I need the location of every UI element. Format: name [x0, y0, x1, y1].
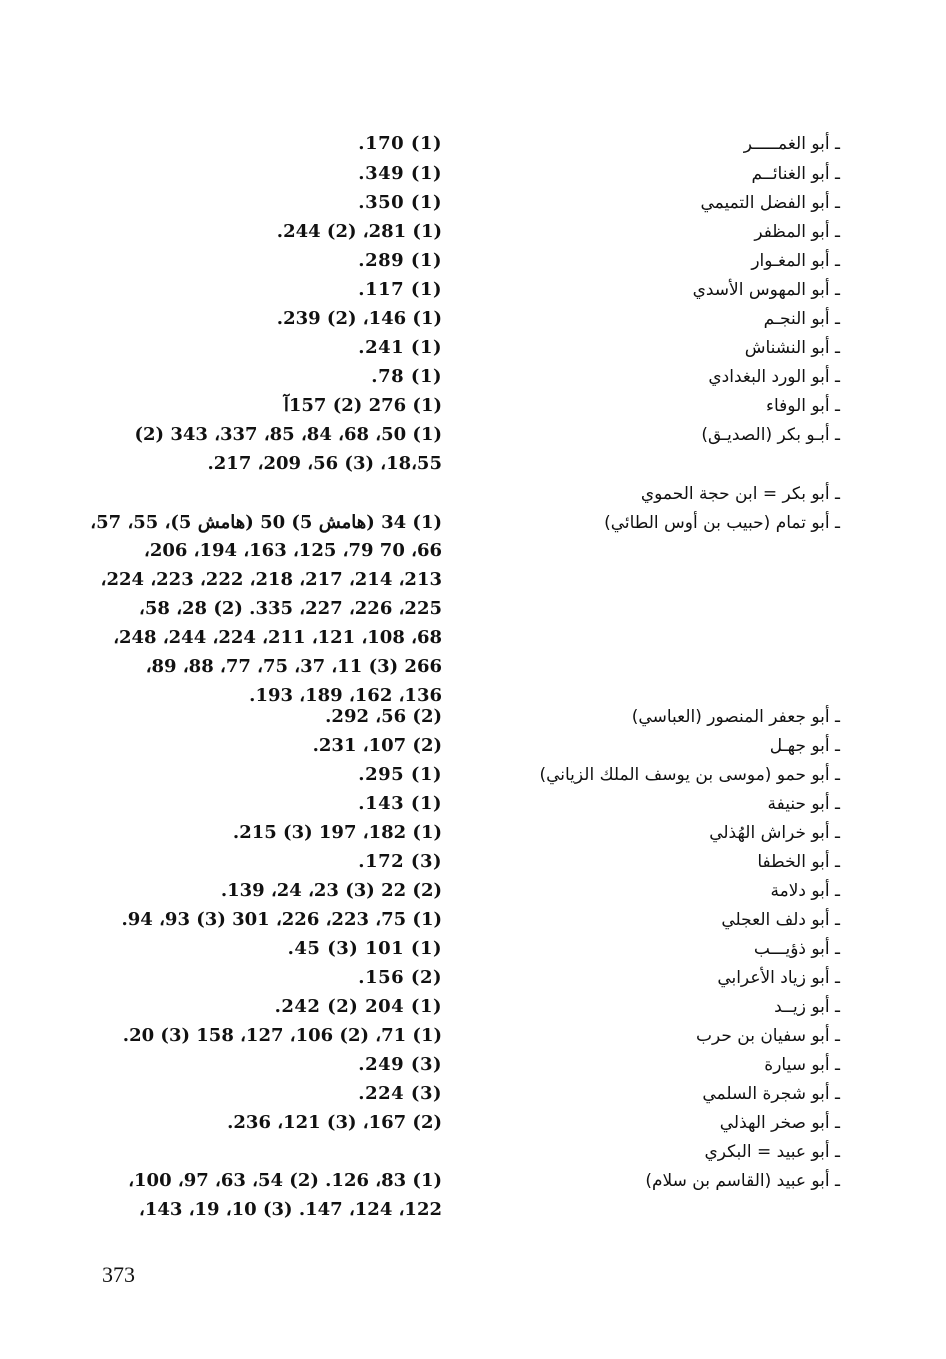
index-entry-references: (2) 107، 231.: [312, 735, 442, 756]
index-entry-name: ـ أبو دلف العجلي: [721, 910, 840, 930]
index-entry-name: ـ أبـو بكر (الصديـق): [701, 425, 840, 445]
index-entry-references: (1) 50، 68، 84، 85، 337، 343 (2): [134, 424, 442, 445]
index-entry-name: ـ أبو تمام (حبيب بن أوس الطائي): [604, 513, 840, 533]
index-entry-name: ـ أبو خراش الهُذلي: [709, 823, 840, 843]
index-entry-name: ـ أبو شجرة السلمي: [702, 1084, 840, 1104]
index-entry-references: (1) 83، 126. (2) 54، 63، 97، 100،: [128, 1170, 442, 1191]
index-entry-references: 18،55، (3) 56، 209، 217.: [207, 453, 442, 474]
index-entry-references: (1) 78.: [371, 366, 442, 387]
index-entry-name: ـ أبو المهوس الأسدي: [692, 280, 840, 300]
index-entry-references: 266 (3) 11، 37، 75، 77، 88، 89،: [145, 656, 442, 677]
index-entry-references: (1) 295.: [358, 764, 442, 785]
index-entry-name: ـ أبو جهـل: [769, 736, 840, 756]
index-entry-name: ـ أبو النشناش: [744, 338, 840, 358]
index-entry-references: (1) 350.: [358, 192, 442, 213]
index-entry-references: (1) 349.: [358, 163, 442, 184]
index-entry-name: ـ أبو الفضل التميمي: [700, 193, 840, 213]
index-entry-name: ـ أبو زيــد: [774, 997, 840, 1017]
page-number: 373: [102, 1262, 135, 1287]
index-entry-references: (1) 146، (2) 239.: [276, 308, 442, 329]
index-entry-name: ـ أبو حنيفة: [767, 794, 840, 814]
index-entry-references: (1) 281، (2) 244.: [276, 221, 442, 242]
index-entry-references: (2) 22 (3) 23، 24، 139.: [220, 880, 442, 901]
index-entry-references: 122، 124، 147. (3) 10، 19، 143،: [139, 1199, 442, 1220]
index-entry-name: ـ أبو الوفاء: [765, 396, 840, 416]
index-entry-name: ـ أبو سيارة: [764, 1055, 840, 1075]
index-entry-references: (1) 117.: [358, 279, 442, 300]
index-entry-name: ـ أبو الغمـــــر: [743, 134, 840, 154]
index-entry-references: (2) 167، (3) 121، 236.: [227, 1112, 442, 1133]
index-entry-name: ـ أبو زياد الأعرابي: [717, 968, 840, 988]
index-entry-name: ـ أبو الغنائــم: [751, 164, 840, 184]
index-entry-references: 225، 226، 227، 335. (2) 28، 58،: [139, 598, 442, 619]
index-entry-references: (1) 204 (2) 242.: [274, 996, 442, 1017]
index-entry-references: (1) 182، 197 (3) 215.: [232, 822, 442, 843]
index-entry-name: ـ أبو حمو (موسى بن يوسف الملك الزياني): [539, 765, 840, 785]
index-entry-references: (3) 249.: [358, 1054, 442, 1075]
index-entry-references: (1) 71، (2) 106، 127، 158 (3) 20.: [122, 1025, 442, 1046]
index-entry-name: ـ أبو المظفر: [754, 222, 840, 242]
index-entry-name: ـ أبو دلامة: [770, 881, 840, 901]
index-entry-name: ـ أبو جعفر المنصور (العباسي): [631, 707, 840, 727]
index-entry-references: (1) 143.: [358, 793, 442, 814]
index-entry-references: (1) 170.: [358, 133, 442, 154]
index-entry-name: ـ أبو عبيد = البكري: [704, 1142, 840, 1162]
index-entry-name: ـ أبو عبيد (القاسم بن سلام): [645, 1171, 840, 1191]
index-entry-references: 136، 162، 189، 193.: [249, 685, 442, 706]
index-entry-references: (1) 241.: [358, 337, 442, 358]
index-entry-name: ـ أبو النجـم: [763, 309, 840, 329]
index-entry-references: (3) 224.: [358, 1083, 442, 1104]
index-entry-references: (1) 276 (2) 157آ: [283, 395, 442, 416]
index-entry-references: (2) 56، 292.: [325, 706, 442, 727]
index-entry-name: ـ أبو الخطفا: [757, 852, 840, 872]
index-entry-name: ـ أبو سفيان بن حرب: [695, 1026, 840, 1046]
index-entry-references: (1) 75، 223، 226، 301 (3) 93، 94.: [121, 909, 442, 930]
index-entry-name: ـ أبو المغـوار: [751, 251, 840, 271]
index-entry-references: (1) 101 (3) 45.: [287, 938, 442, 959]
index-entry-name: ـ أبو بكر = ابن حجة الحموي: [640, 484, 840, 504]
index-entry-references: 66، 70 79، 125، 163، 194، 206،: [144, 540, 442, 561]
index-entry-name: ـ أبو الورد البغدادي: [708, 367, 840, 387]
index-entry-name: ـ أبو ذؤيـــب: [753, 939, 840, 959]
index-entry-references: (1) 34 (هامش 5) 50 (هامش 5)، 55، 57،: [90, 512, 442, 533]
index-entry-references: (3) 172.: [358, 851, 442, 872]
index-entry-references: 213، 214، 217، 218، 222، 223، 224،: [100, 569, 442, 590]
index-entry-name: ـ أبو صخر الهذلي: [719, 1113, 840, 1133]
index-entry-references: (2) 156.: [358, 967, 442, 988]
index-entry-references: 68، 108، 121، 211، 224، 244، 248،: [113, 627, 442, 648]
index-entry-references: (1) 289.: [358, 250, 442, 271]
